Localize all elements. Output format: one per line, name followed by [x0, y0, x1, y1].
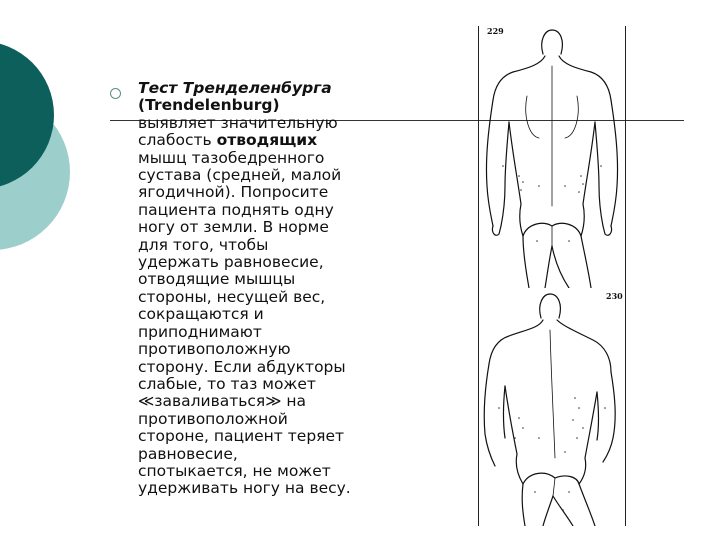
emphasis-word: отводящих: [216, 131, 318, 150]
body-line: сторону. Если абдукторы: [138, 357, 346, 376]
body-line: равновесие,: [138, 444, 238, 463]
title-line: Тест Тренделенбурга: [138, 79, 332, 97]
body-line: пациента поднять одну: [138, 200, 334, 219]
body-line: противоположной: [138, 409, 288, 428]
body-line: слабые, то таз может: [138, 374, 316, 393]
body-line: противоположную: [138, 340, 291, 359]
body-line: удерживать ногу на весу.: [138, 479, 351, 498]
body-line: приподнимают: [138, 322, 262, 341]
body-line: спотыкается, не может: [138, 461, 331, 480]
body-line: сустава (средней, малой: [138, 166, 342, 185]
figure-230: [479, 288, 625, 526]
standing-back-view-illustration-icon: [479, 26, 625, 288]
body-line: удержать равновесие,: [138, 253, 324, 272]
slide-decoration-circles: [0, 0, 120, 300]
body-line: выявляет значительную: [138, 113, 338, 132]
body-line: отводящие мышцы: [138, 270, 296, 289]
trendelenburg-sign-back-view-illustration-icon: [479, 288, 625, 526]
body-line: сокращаются и: [138, 305, 264, 324]
figure-number: 230: [606, 291, 623, 301]
figure-panel: [478, 26, 626, 526]
body-line: ≪заваливаться≫ на: [138, 392, 307, 411]
title-line-latin: (Trendelenburg): [138, 96, 280, 115]
body-line-emphasis: слабость отводящих: [138, 131, 318, 150]
body-line: мышц тазобедренного: [138, 148, 325, 167]
body-line: ногу от земли. В норме: [138, 218, 329, 237]
figure-number: 229: [487, 26, 504, 36]
slide-text: [138, 80, 388, 498]
body-line: для того, чтобы: [138, 235, 269, 254]
body-line: ягодичной). Попросите: [138, 183, 329, 202]
body-line: стороне, пациент теряет: [138, 427, 345, 446]
hollow-circle-bullet-icon: [110, 88, 121, 99]
body-line: стороны, несущей вес,: [138, 287, 326, 306]
figure-229: [479, 26, 625, 288]
